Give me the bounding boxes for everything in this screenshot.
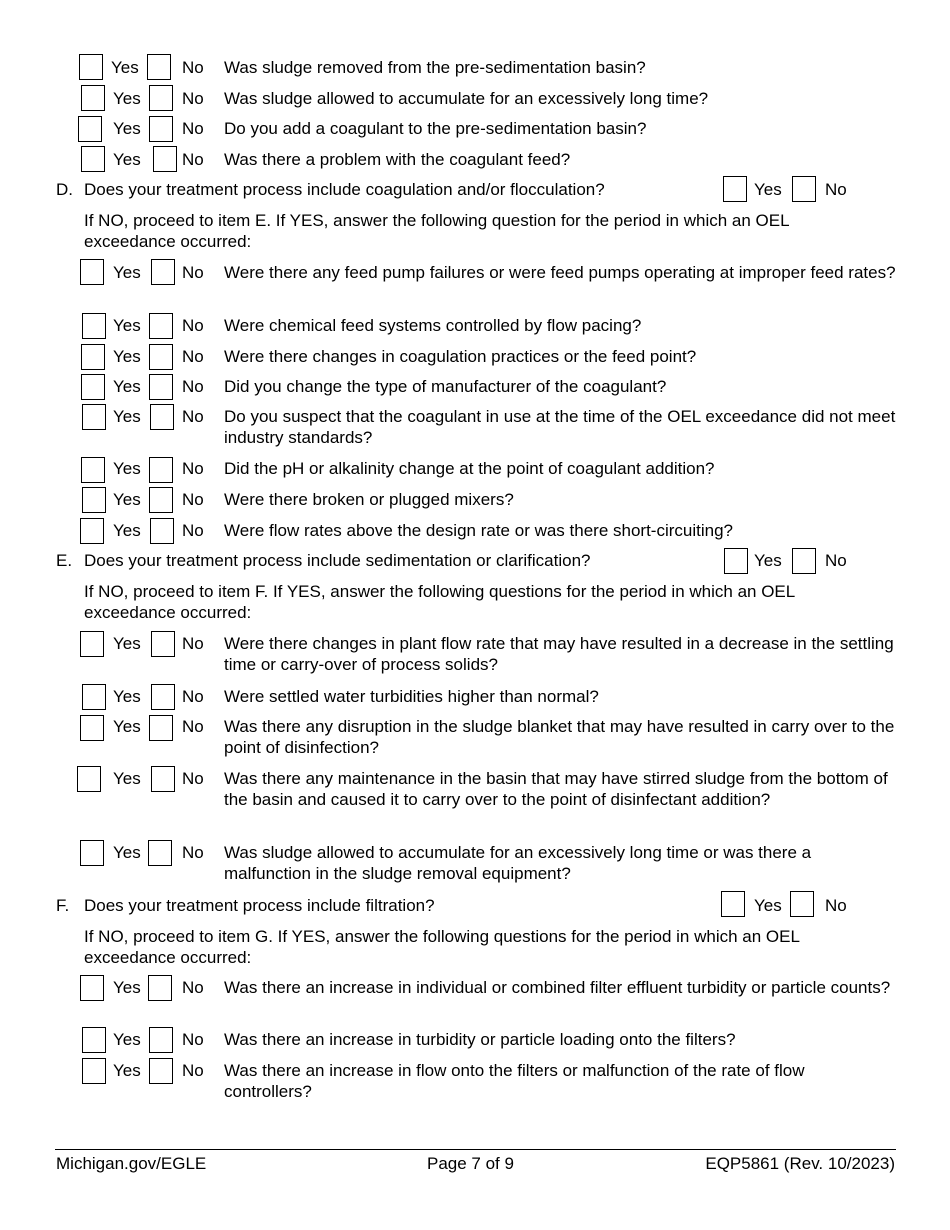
- no-label: No: [182, 347, 204, 366]
- no-checkbox[interactable]: [148, 975, 172, 1001]
- yes-checkbox[interactable]: [82, 684, 106, 710]
- yes-label: Yes: [113, 717, 141, 736]
- yes-label: Yes: [113, 769, 141, 788]
- yes-checkbox[interactable]: [82, 1058, 106, 1084]
- yes-checkbox[interactable]: [80, 631, 104, 657]
- no-label: No: [182, 490, 204, 509]
- section-d-no-checkbox[interactable]: [792, 176, 816, 202]
- yes-checkbox[interactable]: [81, 146, 105, 172]
- no-label: No: [182, 634, 204, 653]
- no-checkbox[interactable]: [149, 1058, 173, 1084]
- question-text: Was sludge allowed to accumulate for an excessively long time or was there a malfunction in the sludge removal equipment?: [224, 843, 812, 883]
- section-letter: D.: [56, 180, 73, 199]
- no-label: No: [182, 978, 204, 997]
- no-checkbox[interactable]: [149, 313, 173, 339]
- yes-checkbox[interactable]: [82, 487, 106, 513]
- no-checkbox[interactable]: [151, 766, 175, 792]
- no-checkbox[interactable]: [149, 715, 173, 741]
- question-text: Were there any feed pump failures or were feed pumps operating at improper feed rates?: [224, 263, 896, 282]
- section-d-yes-checkbox[interactable]: [723, 176, 747, 202]
- yes-label: Yes: [113, 119, 141, 138]
- no-label: No: [182, 1030, 204, 1049]
- no-label: No: [182, 119, 204, 138]
- no-label: No: [182, 263, 204, 282]
- no-label: No: [182, 459, 204, 478]
- section-question: Does your treatment process include coagulation and/or flocculation?: [84, 180, 605, 199]
- yes-label: Yes: [113, 521, 141, 540]
- no-checkbox[interactable]: [151, 631, 175, 657]
- no-label: No: [182, 843, 204, 862]
- yes-label: Yes: [754, 896, 782, 915]
- question-text: Was sludge allowed to accumulate for an excessively long time?: [224, 89, 709, 108]
- no-label: No: [825, 551, 847, 570]
- no-label: No: [825, 180, 847, 199]
- no-label: No: [182, 717, 204, 736]
- no-label: No: [182, 150, 204, 169]
- no-checkbox[interactable]: [149, 85, 173, 111]
- question-text: Were there changes in coagulation practices or the feed point?: [224, 347, 697, 366]
- no-checkbox[interactable]: [149, 1027, 173, 1053]
- no-label: No: [182, 407, 204, 426]
- question-text: Was there any maintenance in the basin that may have stirred sludge from the bottom of the basin and caused it to carry over to the point of disinfectant addition?: [224, 769, 888, 809]
- yes-checkbox[interactable]: [77, 766, 101, 792]
- form-number: EQP5861 (Rev. 10/2023): [705, 1154, 895, 1173]
- section-f-instructions: If NO, proceed to item G. If YES, answer the following questions for the period in which an OEL exceedance occurred:: [84, 927, 800, 967]
- section-d-instructions: If NO, proceed to item E. If YES, answer the following question for the period in which an OEL exceedance occurred:: [84, 211, 789, 251]
- no-label: No: [182, 769, 204, 788]
- no-checkbox[interactable]: [153, 146, 177, 172]
- yes-checkbox[interactable]: [81, 344, 105, 370]
- yes-checkbox[interactable]: [82, 404, 106, 430]
- no-checkbox[interactable]: [147, 54, 171, 80]
- yes-label: Yes: [113, 459, 141, 478]
- yes-label: Yes: [111, 58, 139, 77]
- section-letter: F.: [56, 896, 70, 915]
- no-checkbox[interactable]: [150, 518, 174, 544]
- yes-checkbox[interactable]: [78, 116, 102, 142]
- no-label: No: [182, 1061, 204, 1080]
- yes-label: Yes: [113, 150, 141, 169]
- yes-label: Yes: [113, 978, 141, 997]
- no-checkbox[interactable]: [149, 457, 173, 483]
- yes-label: Yes: [113, 377, 141, 396]
- question-text: Do you suspect that the coagulant in use at the time of the OEL exceedance did not meet industry standards?: [224, 407, 896, 447]
- yes-checkbox[interactable]: [80, 840, 104, 866]
- no-label: No: [182, 377, 204, 396]
- yes-label: Yes: [113, 263, 141, 282]
- question-text: Was there an increase in turbidity or particle loading onto the filters?: [224, 1030, 736, 1049]
- yes-checkbox[interactable]: [80, 259, 104, 285]
- footer-divider: [55, 1149, 896, 1150]
- no-label: No: [182, 58, 204, 77]
- no-checkbox[interactable]: [149, 116, 173, 142]
- yes-label: Yes: [113, 843, 141, 862]
- yes-checkbox[interactable]: [80, 715, 104, 741]
- yes-checkbox[interactable]: [81, 85, 105, 111]
- question-text: Were settled water turbidities higher than normal?: [224, 687, 599, 706]
- yes-label: Yes: [113, 490, 141, 509]
- question-text: Was there an increase in individual or combined filter effluent turbidity or particle counts?: [224, 978, 891, 997]
- footer-website-link[interactable]: Michigan.gov/EGLE: [56, 1154, 207, 1173]
- question-text: Were there broken or plugged mixers?: [224, 490, 514, 509]
- question-text: Was sludge removed from the pre-sedimentation basin?: [224, 58, 646, 77]
- no-checkbox[interactable]: [148, 840, 172, 866]
- yes-label: Yes: [113, 89, 141, 108]
- yes-label: Yes: [113, 1061, 141, 1080]
- no-label: No: [825, 896, 847, 915]
- question-text: Were chemical feed systems controlled by flow pacing?: [224, 316, 642, 335]
- yes-checkbox[interactable]: [81, 457, 105, 483]
- section-question: Does your treatment process include sedimentation or clarification?: [84, 551, 591, 570]
- question-text: Do you add a coagulant to the pre-sedimentation basin?: [224, 119, 647, 138]
- yes-label: Yes: [113, 687, 141, 706]
- yes-label: Yes: [113, 1030, 141, 1049]
- yes-label: Yes: [113, 347, 141, 366]
- yes-checkbox[interactable]: [81, 374, 105, 400]
- section-f-yes-checkbox[interactable]: [721, 891, 745, 917]
- yes-checkbox[interactable]: [82, 313, 106, 339]
- yes-label: Yes: [113, 407, 141, 426]
- yes-label: Yes: [113, 634, 141, 653]
- section-f-no-checkbox[interactable]: [790, 891, 814, 917]
- no-checkbox[interactable]: [149, 344, 173, 370]
- no-checkbox[interactable]: [150, 404, 174, 430]
- section-letter: E.: [56, 551, 73, 570]
- question-text: Was there a problem with the coagulant feed?: [224, 150, 571, 169]
- question-text: Did the pH or alkalinity change at the point of coagulant addition?: [224, 459, 715, 478]
- section-e-no-checkbox[interactable]: [792, 548, 816, 574]
- yes-label: Yes: [754, 551, 782, 570]
- no-label: No: [182, 521, 204, 540]
- yes-checkbox[interactable]: [80, 975, 104, 1001]
- page-number: Page 7 of 9: [427, 1154, 514, 1173]
- yes-checkbox[interactable]: [80, 518, 104, 544]
- yes-checkbox[interactable]: [79, 54, 103, 80]
- section-e-yes-checkbox[interactable]: [724, 548, 748, 574]
- no-label: No: [182, 687, 204, 706]
- no-label: No: [182, 316, 204, 335]
- question-text: Was there an increase in flow onto the filters or malfunction of the rate of flow controllers?: [224, 1061, 805, 1101]
- no-checkbox[interactable]: [151, 684, 175, 710]
- no-label: No: [182, 89, 204, 108]
- question-text: Was there any disruption in the sludge blanket that may have resulted in carry over to the point of disinfection?: [224, 717, 895, 757]
- no-checkbox[interactable]: [151, 259, 175, 285]
- yes-label: Yes: [754, 180, 782, 199]
- question-text: Did you change the type of manufacturer of the coagulant?: [224, 377, 667, 396]
- section-e-instructions: If NO, proceed to item F. If YES, answer the following questions for the period in which an OEL exceedance occurred:: [84, 582, 795, 622]
- question-text: Were flow rates above the design rate or was there short-circuiting?: [224, 521, 733, 540]
- no-checkbox[interactable]: [149, 487, 173, 513]
- yes-checkbox[interactable]: [82, 1027, 106, 1053]
- question-text: Were there changes in plant flow rate that may have resulted in a decrease in the settling time or carry-over of process solids?: [224, 634, 894, 674]
- section-question: Does your treatment process include filtration?: [84, 896, 435, 915]
- yes-label: Yes: [113, 316, 141, 335]
- no-checkbox[interactable]: [149, 374, 173, 400]
